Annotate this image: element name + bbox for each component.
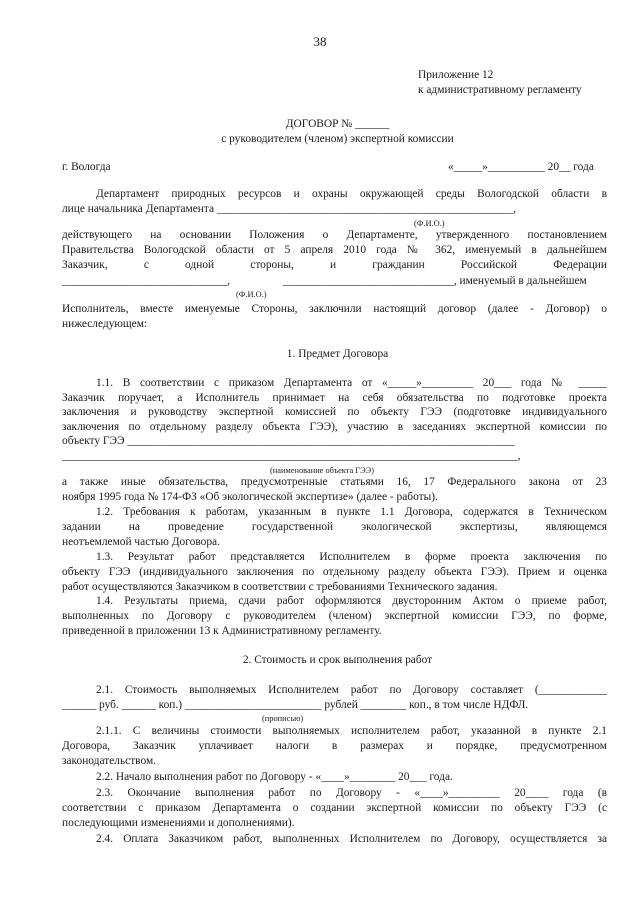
fio-caption: (Ф.И.О.) (236, 290, 267, 299)
clause-2-3: последующими изменениями и дополнениями). (62, 817, 295, 829)
clause-1-1: заключения по отдельному разделу объекта ГЭЭ), участию в заседаниях экспертной комиссии по (62, 421, 607, 433)
clause-1-1: ноября 1995 года № 174-ФЗ «Об экологической экспертизе» (далее - работы). (62, 491, 438, 503)
clause-2-4: 2.4. Оплата Заказчиком работ, выполненных Исполнителем по Договору, осуществляется за (96, 833, 607, 845)
appendix-line-2: к административному регламенту (418, 84, 582, 96)
clause-2-1-1: 2.1.1. С величины стоимости выполняемых исполнителем работ, указанной в пункте 2.1 (96, 725, 607, 737)
clause-1-1: объекту ГЭЭ ____________________________________________________________________ (62, 435, 515, 447)
clause-2-1-1: Договора, Заказчик уплачивает налоги в размерах и порядке, предусмотренном (62, 740, 607, 752)
clause-2-1: 2.1. Стоимость выполняемых Исполнителем работ по Договору составляет (____________ (96, 684, 607, 696)
clause-1-4: выполненных по Договору с руководителем (членом) экспертной комиссии ГЭЭ, по форме, (62, 610, 607, 622)
clause-1-3: 1.3. Результат работ представляется Исполнителем в форме проекта заключения по (96, 551, 607, 563)
clause-1-4: приведенной в приложении 13 к Административному регламенту. (62, 625, 382, 637)
clause-1-1: а также иные обязательства, предусмотренные статьями 16, 17 Федерального закона от 23 (62, 476, 607, 488)
preamble-line: Исполнитель, вместе именуемые Стороны, заключили настоящий договор (далее - Договор) о (62, 303, 607, 315)
clause-1-3: работ осуществляются Заказчиком в соответствии с требованиями Технического задания. (62, 581, 498, 593)
clause-1-4: 1.4. Результаты приема, сдачи работ оформляются двусторонним Актом о приеме работ, (96, 595, 607, 607)
clause-1-2: 1.2. Требования к работам, указанным в пункте 1.1 Договора, содержатся в Техническом (96, 506, 607, 518)
preamble-line: ______________________________, именуемый в дальнейшем (283, 275, 587, 287)
preamble-line: Департамент природных ресурсов и охраны окружающей среды Вологодской области в (96, 188, 607, 200)
clause-1-1: ________________________________________________________________________________, (62, 450, 521, 462)
words-caption: (прописью) (262, 714, 304, 723)
preamble-line: Заказчик, с одной стороны, и гражданин Российской Федерации (62, 259, 607, 271)
clause-1-1: заключения и руководству экспертной комиссией по объекту ГЭЭ (подготовке индивидуального (62, 406, 607, 418)
contract-title: ДОГОВОР № ______ (285, 118, 390, 130)
clause-2-3: 2.3. Окончание выполнения работ по Договору - «____»_________ 20____ года (в (96, 787, 607, 799)
preamble-line: Правительства Вологодской области от 5 апреля 2010 года № 362, именуемый в дальнейшем (62, 244, 607, 256)
object-caption: (наименование объекта ГЭЭ) (270, 466, 374, 475)
contract-subtitle: с руководителем (членом) экспертной комиссии (221, 133, 454, 145)
clause-1-3: объекту ГЭЭ (индивидуального заключения по отдельному разделу объекта ГЭЭ). Прием и оценка (62, 566, 607, 578)
clause-1-2: задании на проведение государственной экологической экспертизы, являющемся (62, 521, 607, 533)
preamble-line: нижеследующем: (62, 318, 148, 330)
clause-1-2: неотъемлемой частью Договора. (62, 536, 220, 548)
section-2-heading: 2. Стоимость и срок выполнения работ (242, 654, 433, 666)
appendix-line-1: Приложение 12 (418, 69, 494, 81)
clause-2-1: ______ руб. ______ коп.) ________________________ рублей ________ коп., в том числе НДФЛ. (62, 699, 529, 711)
preamble-line: _____________________________, (62, 275, 231, 287)
clause-2-3: соответствии с приказом Департамента о создании экспертной комиссии по объекту ГЭЭ (с (62, 802, 607, 814)
clause-2-1-1: законодательством. (62, 755, 157, 767)
page-number: 38 (313, 34, 327, 49)
city: г. Вологда (62, 161, 111, 173)
clause-2-2: 2.2. Начало выполнения работ по Договору - «____»________ 20___ года. (96, 771, 453, 783)
contract-date: «_____»__________ 20__ года (448, 161, 594, 173)
preamble-line: действующего на основании Положения о Департаменте, утвержденного постановлением (62, 229, 607, 241)
preamble-line: лице начальника Департамента ____________________________________________________, (62, 203, 516, 215)
section-1-heading: 1. Предмет Договора (286, 348, 389, 360)
fio-caption: (Ф.И.О.) (414, 219, 445, 228)
clause-1-1: 1.1. В соответствии с приказом Департамента от «_____»_________ 20___ года № _____ (96, 377, 607, 389)
clause-1-1: Заказчик поручает, а Исполнитель принимает на себя обязательства по подготовке проекта (62, 392, 607, 404)
